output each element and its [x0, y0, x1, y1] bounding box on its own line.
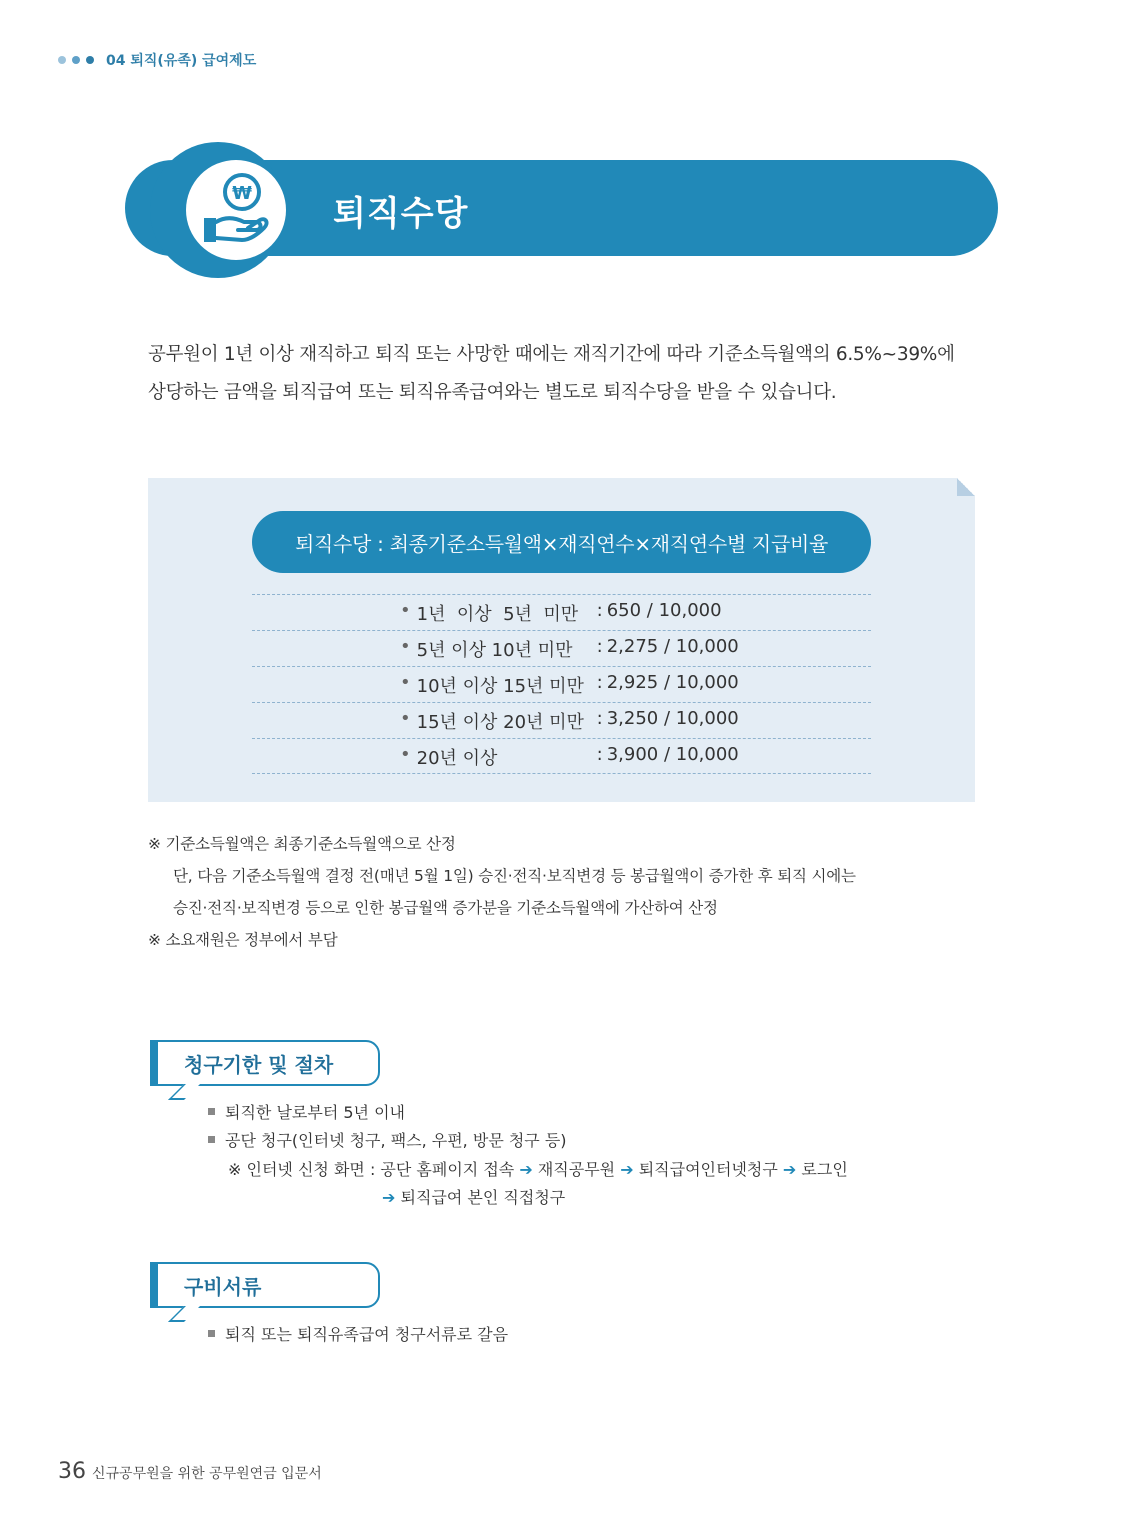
- arrow-right-icon: ➔: [620, 1160, 634, 1179]
- intro-line-1: 공무원이 1년 이상 재직하고 퇴직 또는 사망한 때에는 재직기간에 따라 기준소득월액의 6.5%~39%에: [148, 344, 955, 365]
- intro-line-2: 상당하는 금액을 퇴직급여 또는 퇴직유족급여와는 별도로 퇴직수당을 받을 수 있습니다.: [148, 382, 837, 403]
- rate-divider: [252, 773, 871, 774]
- folded-corner: [957, 478, 975, 496]
- section-title-docs: 구비서류: [184, 1275, 262, 1299]
- rate-row: • 15년 이상 20년 미만 : 3,250 / 10,000: [252, 702, 871, 737]
- book-title: 신규공무원을 위한 공무원연금 입문서: [92, 1466, 322, 1482]
- section-title-claim: 청구기한 및 절차: [184, 1053, 334, 1077]
- internet-steps: ※ 인터넷 신청 화면 : 공단 홈페이지 접속 ➔ 재직공무원 ➔ 퇴직급여인터넷청구 ➔ 로그인: [228, 1160, 848, 1179]
- breadcrumb-dot-2: [72, 56, 80, 64]
- arrow-right-icon: ➔: [382, 1188, 396, 1207]
- intro-paragraph: [148, 336, 1008, 412]
- won-coin-hand-icon: [186, 160, 286, 260]
- breadcrumb-dot-3: [86, 56, 94, 64]
- list-item: 공단 청구(인터넷 청구, 팩스, 우편, 방문 청구 등): [208, 1128, 567, 1151]
- rate-row: • 10년 이상 15년 미만 : 2,925 / 10,000: [252, 666, 871, 701]
- rate-label: 15년 이상 20년 미만: [416, 712, 584, 733]
- page-number: 36: [58, 1459, 86, 1484]
- note-2: 단, 다음 기준소득월액 결정 전(매년 5월 1일) 승진·전직·보직변경 등 봉급월액이 증가한 후 퇴직 시에는: [173, 867, 856, 885]
- rate-value: 2,275 / 10,000: [606, 636, 739, 657]
- breadcrumb: [58, 50, 256, 70]
- rate-row: • 5년 이상 10년 미만 : 2,275 / 10,000: [252, 630, 871, 665]
- page-title: 퇴직수당: [333, 194, 469, 234]
- rate-value: 2,925 / 10,000: [606, 672, 739, 693]
- arrow-right-icon: ➔: [782, 1160, 797, 1179]
- internet-steps-continued: ➔ 퇴직급여 본인 직접청구: [382, 1188, 566, 1207]
- rate-row: • 20년 이상 : 3,900 / 10,000: [252, 738, 871, 773]
- list-item: 퇴직 또는 퇴직유족급여 청구서류로 갈음: [208, 1322, 508, 1345]
- rate-label: 5년 이상 10년 미만: [416, 640, 573, 661]
- section-tab-docs: [150, 1262, 380, 1306]
- breadcrumb-text: 04 퇴직(유족) 급여제도: [106, 53, 257, 69]
- rate-row: • 1년 이상 5년 미만 : 650 / 10,000: [252, 594, 871, 629]
- formula-pill: 퇴직수당 : 최종기준소득월액×재직연수×재직연수별 지급비율: [252, 511, 871, 573]
- breadcrumb-dot-1: [58, 56, 66, 64]
- list-item: 퇴직한 날로부터 5년 이내: [208, 1100, 405, 1123]
- rate-label: 10년 이상 15년 미만: [416, 676, 584, 697]
- rate-value: 3,250 / 10,000: [606, 708, 739, 729]
- rate-label: 1년 이상 5년 미만: [416, 604, 579, 625]
- rate-value: 3,900 / 10,000: [606, 744, 739, 765]
- svg-text:₩: ₩: [232, 183, 252, 204]
- rate-label: 20년 이상: [416, 748, 498, 769]
- page-footer: [58, 1459, 322, 1484]
- note-4: ※ 소요재원은 정부에서 부담: [148, 931, 338, 949]
- section-tab-claim: [150, 1040, 380, 1084]
- note-1: ※ 기준소득월액은 최종기준소득월액으로 산정: [148, 835, 456, 853]
- note-3: 승진·전직·보직변경 등으로 인한 봉급월액 증가분을 기준소득월액에 가산하여 산정: [173, 899, 718, 917]
- arrow-right-icon: ➔: [519, 1160, 533, 1179]
- rate-value: 650 / 10,000: [606, 600, 722, 621]
